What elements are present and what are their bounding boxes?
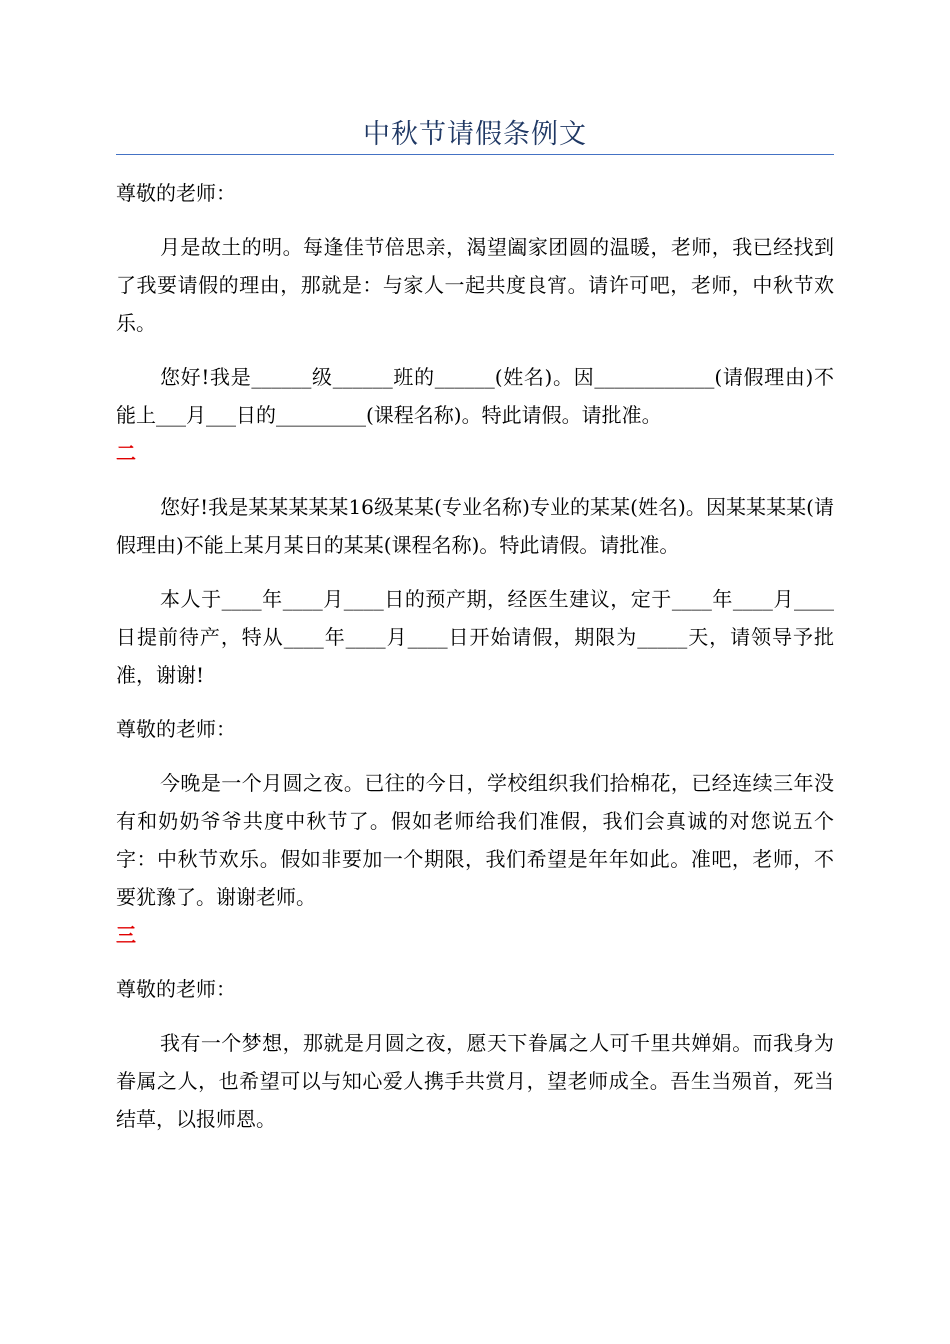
paragraph-4: 本人于____年____月____日的预产期，经医生建议，定于____年____月____日提前待产，特从____年____月____日开始请假，期限为_____天，请领导予批准，谢谢! <box>116 587 834 687</box>
salutation-2: 尊敬的老师： <box>116 717 236 741</box>
title-underline <box>116 154 834 155</box>
section-heading-2: 二 <box>116 441 136 465</box>
paragraph-6: 我有一个梦想，那就是月圆之夜，愿天下眷属之人可千里共婵娟。而我身为眷属之人，也希望可以与知心爱人携手共赏月，望老师成全。吾生当殒首，死当结草，以报师恩。 <box>116 1031 834 1131</box>
page-title: 中秋节请假条例文 <box>363 119 587 150</box>
paragraph-2: 您好!我是______级______班的______(姓名)。因____________(请假理由)不能上___月___日的_________(课程名称)。特此请假。请批准。 <box>116 365 834 427</box>
document-body <box>116 174 834 1138</box>
paragraph-3: 您好!我是某某某某某16级某某(专业名称)专业的某某(姓名)。因某某某某(请假理由)不能上某月某日的某某(课程名称)。特此请假。请批准。 <box>116 495 834 557</box>
section-heading-3: 三 <box>116 923 136 947</box>
paragraph-1: 月是故土的明。每逢佳节倍思亲，渴望阖家团圆的温暖，老师，我已经找到了我要请假的理由，那就是：与家人一起共度良宵。请许可吧，老师，中秋节欢乐。 <box>116 235 834 335</box>
salutation-1: 尊敬的老师： <box>116 181 236 205</box>
salutation-3: 尊敬的老师： <box>116 977 236 1001</box>
paragraph-5: 今晚是一个月圆之夜。已往的今日，学校组织我们拾棉花，已经连续三年没有和奶奶爷爷共度中秋节了。假如老师给我们准假，我们会真诚的对您说五个字：中秋节欢乐。假如非要加一个期限，我们希望是年年如此。准吧，老师，不要犹豫了。谢谢老师。 <box>116 771 834 909</box>
